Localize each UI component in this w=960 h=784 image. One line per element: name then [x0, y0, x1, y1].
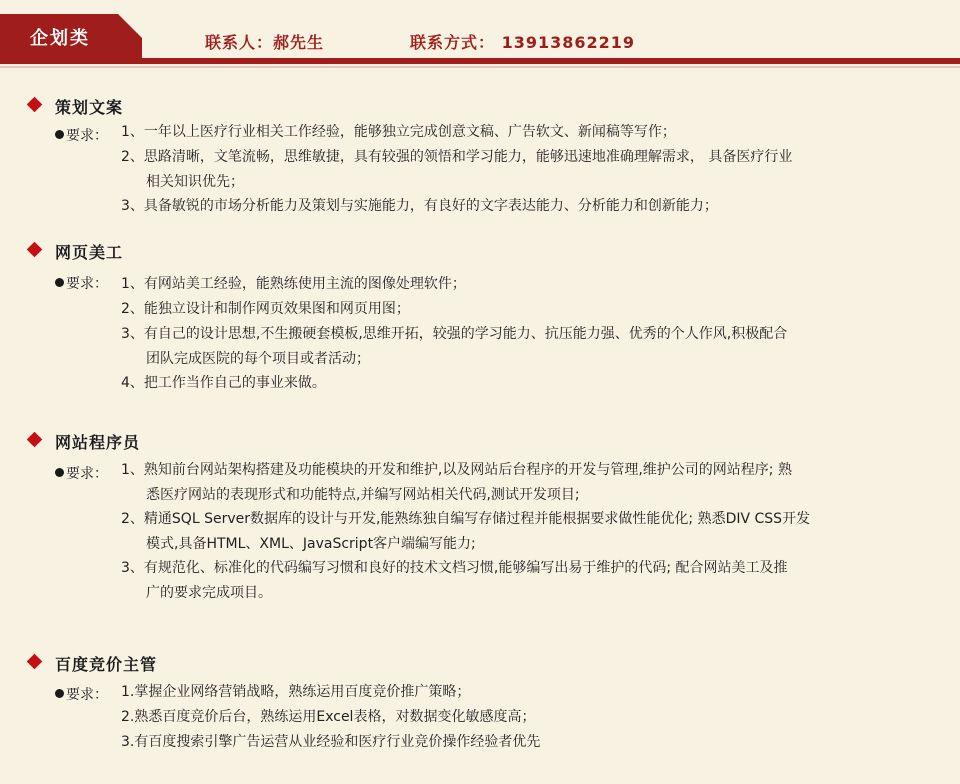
header-divider [0, 58, 960, 64]
list-item [121, 458, 901, 508]
item-line: 1.掌握企业网络营销战略，熟练运用百度竞价推广策略； [121, 684, 471, 700]
tab-corner-cut [118, 14, 142, 38]
requirements-label [55, 684, 108, 704]
section-title: 网页美工 [55, 243, 124, 262]
section-title: 网站程序员 [55, 433, 141, 452]
item-line: 2、能独立设计和制作网页效果图和网页用图； [121, 301, 410, 317]
requirements-label-text: 要求： [66, 276, 108, 292]
item-line: 3、具备敏锐的市场分析能力及策划与实施能力，有良好的文字表达能力、分析能力和创新能力； [121, 198, 718, 214]
item-line: 2、精通SQL Server数据库的设计与开发,能熟练独自编写存储过程并能根据要求做性能优化; 熟悉DIV CSS开发 [121, 511, 811, 527]
item-line: 2.熟悉百度竞价后台，熟练运用Excel表格，对数据变化敏感度高； [121, 709, 536, 725]
header-divider-shadow [0, 66, 960, 68]
item-line: 3、有规范化、标准化的代码编写习惯和良好的技术文档习惯,能够编写出易于维护的代码; 配合网站美工及推 [121, 560, 788, 576]
item-line: 模式,具备HTML、XML、JavaScript客户端编写能力; [146, 536, 476, 552]
list-item [121, 145, 901, 195]
item-line: 悉医疗网站的表现形式和功能特点,并编写网站相关代码,测试开发项目; [146, 487, 580, 503]
item-line: 3.有百度搜索引擎广告运营从业经验和医疗行业竞价操作经验者优先 [121, 734, 541, 750]
list-item [121, 680, 901, 705]
contact-person: 联系人：郝先生 [205, 33, 325, 52]
category-tab-label: 企划类 [30, 28, 90, 49]
requirements-label-text: 要求： [66, 687, 108, 703]
contact-method: 联系方式： 13913862219 [410, 33, 636, 52]
list-item [121, 194, 901, 219]
list-item [121, 322, 901, 372]
item-line: 1、熟知前台网站架构搭建及功能模块的开发和维护,以及网站后台程序的开发与管理,维护公司的网站程序; 熟 [121, 462, 792, 478]
section-title: 策划文案 [55, 98, 124, 117]
item-line: 1、一年以上医疗行业相关工作经验，能够独立完成创意文稿、广告软文、新闻稿等写作； [121, 124, 676, 140]
dot-bullet-icon [55, 130, 64, 139]
item-line: 1、有网站美工经验，能熟练使用主流的图像处理软件； [121, 276, 466, 292]
list-item [121, 371, 901, 396]
item-line: 4、把工作当作自己的事业来做。 [121, 375, 326, 391]
item-line: 相关知识优先； [146, 174, 244, 190]
dot-bullet-icon [55, 689, 64, 698]
requirements-label [55, 463, 108, 483]
list-item [121, 730, 901, 755]
diamond-bullet-icon [27, 97, 43, 113]
item-line: 2、思路清晰，文笔流畅，思维敏捷，具有较强的领悟和学习能力，能够迅速地准确理解需求， 具备医疗行业 [121, 149, 793, 165]
requirements-label-text: 要求： [66, 128, 108, 144]
requirements-label-text: 要求： [66, 466, 108, 482]
header-bar [0, 0, 960, 64]
diamond-bullet-icon [27, 432, 43, 448]
item-line: 团队完成医院的每个项目或者活动； [146, 351, 370, 367]
dot-bullet-icon [55, 468, 64, 477]
item-line: 广的要求完成项目。 [146, 585, 272, 601]
list-item [121, 297, 901, 322]
requirements-label [55, 125, 108, 145]
diamond-bullet-icon [27, 242, 43, 258]
dot-bullet-icon [55, 278, 64, 287]
list-item [121, 507, 901, 557]
requirements-label [55, 273, 108, 293]
list-item [121, 705, 901, 730]
list-item [121, 120, 901, 145]
item-line: 3、有自己的设计思想,不生搬硬套模板,思维开拓，较强的学习能力、抗压能力强、优秀的个人作风,积极配合 [121, 326, 788, 342]
section-title: 百度竞价主管 [55, 655, 158, 674]
list-item [121, 556, 901, 606]
diamond-bullet-icon [27, 654, 43, 670]
list-item [121, 272, 901, 297]
